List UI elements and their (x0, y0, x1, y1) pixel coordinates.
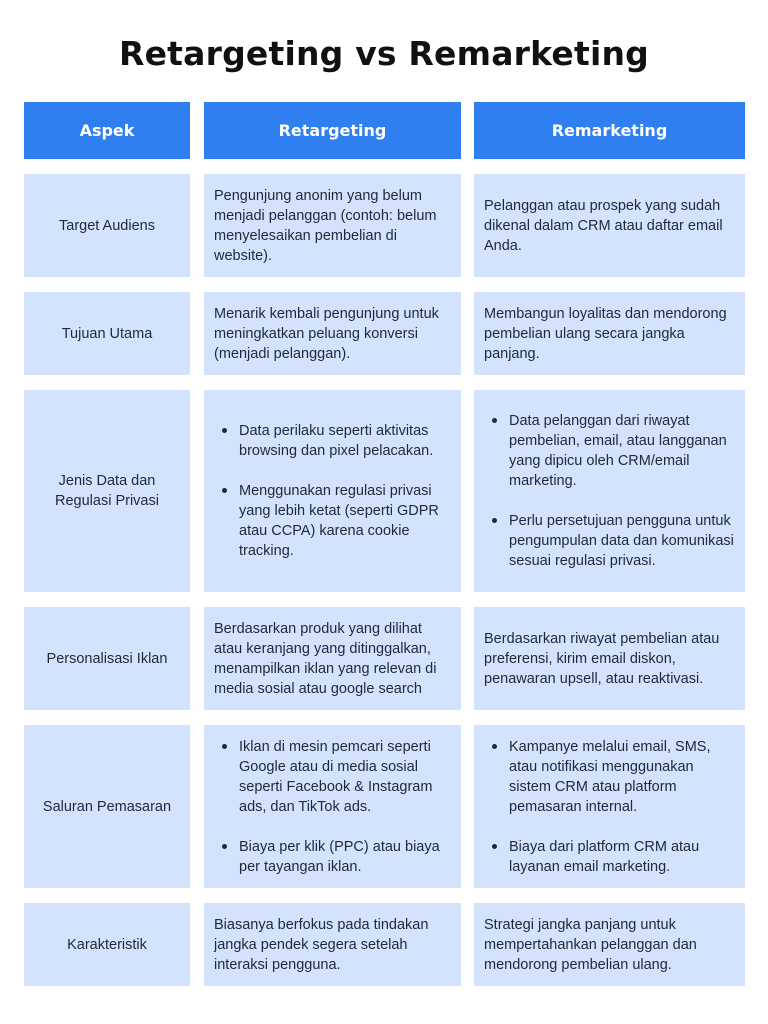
list-item: Biaya dari platform CRM atau layanan email marketing. (509, 837, 735, 877)
row-target-audiens-retargeting: Pengunjung anonim yang belum menjadi pelanggan (contoh: belum menyelesaikan pembelian di website). (204, 174, 461, 277)
row-jenis-data-remarketing (474, 390, 745, 592)
list-item: Iklan di mesin pemcari seperti Google atau di media sosial seperti Facebook & Instagram ads, dan TikTok ads. (239, 737, 451, 817)
row-jenis-data-retargeting (204, 390, 461, 592)
remarketing-channel-list (484, 737, 735, 877)
row-personalisasi-aspect: Personalisasi Iklan (24, 607, 190, 710)
row-karakteristik-aspect: Karakteristik (24, 903, 190, 986)
row-tujuan-utama-retargeting: Menarik kembali pengunjung untuk meningkatkan peluang konversi (menjadi pelanggan). (204, 292, 461, 375)
header-aspect: Aspek (24, 102, 190, 159)
header-retargeting: Retargeting (204, 102, 461, 159)
list-item: Perlu persetujuan pengguna untuk pengumpulan data dan komunikasi sesuai regulasi privasi. (509, 513, 734, 569)
list-item: Data perilaku seperti aktivitas browsing dan pixel pelacakan. (239, 421, 451, 461)
row-jenis-data-aspect: Jenis Data dan Regulasi Privasi (24, 390, 190, 592)
row-saluran-retargeting (204, 725, 461, 888)
page-title: Retargeting vs Remarketing (118, 34, 649, 73)
row-personalisasi-remarketing: Berdasarkan riwayat pembelian atau preferensi, kirim email diskon, penawaran upsell, atau reaktivasi. (474, 607, 745, 710)
list-item: Menggunakan regulasi privasi yang lebih ketat (seperti GDPR atau CCPA) karena cookie tracking. (239, 481, 451, 561)
header-remarketing: Remarketing (474, 102, 745, 159)
retargeting-channel-list (214, 737, 451, 877)
row-target-audiens-remarketing: Pelanggan atau prospek yang sudah dikenal dalam CRM atau daftar email Anda. (474, 174, 745, 277)
list-item: Biaya per klik (PPC) atau biaya per tayangan iklan. (239, 837, 451, 877)
row-tujuan-utama-remarketing: Membangun loyalitas dan mendorong pembelian ulang secara jangka panjang. (474, 292, 745, 375)
row-personalisasi-retargeting: Berdasarkan produk yang dilihat atau keranjang yang ditinggalkan, menampilkan iklan yang relevan di media sosial atau google search (204, 607, 461, 710)
remarketing-data-list (484, 411, 735, 571)
list-item: Data pelanggan dari riwayat pembelian, email, atau langganan yang dipicu oleh CRM/email marketing. (509, 411, 735, 491)
row-target-audiens-aspect: Target Audiens (24, 174, 190, 277)
row-saluran-aspect: Saluran Pemasaran (24, 725, 190, 888)
row-tujuan-utama-aspect: Tujuan Utama (24, 292, 190, 375)
retargeting-data-list (214, 421, 451, 561)
list-item: Kampanye melalui email, SMS, atau notifikasi menggunakan sistem CRM atau platform pemasaran internal. (509, 737, 735, 817)
row-saluran-remarketing (474, 725, 745, 888)
row-karakteristik-remarketing: Strategi jangka panjang untuk mempertahankan pelanggan dan mendorong pembelian ulang. (474, 903, 745, 986)
row-karakteristik-retargeting: Biasanya berfokus pada tindakan jangka pendek segera setelah interaksi pengguna. (204, 903, 461, 986)
